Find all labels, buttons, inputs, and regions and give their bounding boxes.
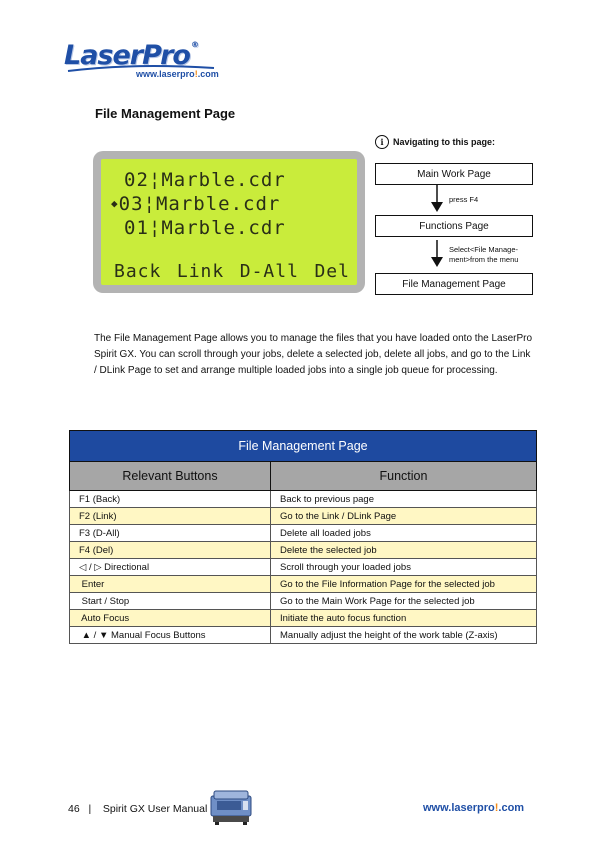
cell-button: Auto Focus [70,610,271,627]
lcd-screen [101,159,357,285]
footer-page-info: 46 | Spirit GX User Manual [68,803,208,815]
nav-step-select-menu: Select<File Manage- ment>from the menu [449,245,519,264]
table-row [70,576,537,593]
softkey-d-all: D-All [239,261,299,282]
cell-function: Delete all loaded jobs [271,525,537,542]
table-row [70,627,537,644]
softkey-back: Back [114,261,162,282]
manual-title: Spirit GX User Manual [102,803,208,815]
cell-function: Go to the Main Work Page for the selected job [271,593,537,610]
page-number: 46 [68,803,80,815]
cell-button: Start / Stop [70,593,271,610]
lcd-line: 01¦Marble.cdr [124,217,286,239]
info-icon: i [375,135,389,149]
cell-function: Go to the Link / DLink Page [271,508,537,525]
nav-box-main-work-page: Main Work Page [375,163,533,185]
table-title: File Management Page [70,431,537,462]
down-arrow-icon [430,240,444,268]
lcd-bezel [93,151,365,293]
page-title: File Management Page [95,106,236,121]
cell-button: F4 (Del) [70,542,271,559]
nav-step-press-f4: press F4 [449,195,479,204]
logo-wordmark: LaserPro® [64,40,198,71]
selection-cursor-icon: ◆ [111,197,119,210]
softkey-link: Link [176,261,225,282]
table-row [70,542,537,559]
logo-url: www.laserpro!.com [136,69,219,79]
cell-function: Manually adjust the height of the work table (Z-axis) [271,627,537,644]
lcd-line: 02¦Marble.cdr [124,169,286,191]
footer-url: www.laserpro!.com [423,802,525,814]
lcd-line-selected: ◆03¦Marble.cdr [111,193,281,215]
nav-box-file-management-page: File Management Page [375,273,533,295]
laser-machine-icon [208,788,254,826]
cell-button: F2 (Link) [70,508,271,525]
lcd-softkeys [114,261,350,282]
down-arrow-icon [430,185,444,213]
cell-function: Go to the File Information Page for the selected job [271,576,537,593]
function-table [69,430,537,644]
header-relevant-buttons: Relevant Buttons [70,462,271,491]
navigation-heading: i Navigating to this page: [375,135,495,149]
cell-function: Scroll through your loaded jobs [271,559,537,576]
table-row [70,525,537,542]
table-row [70,559,537,576]
table-row [70,508,537,525]
softkey-del: Del [314,261,350,282]
cell-function: Delete the selected job [271,542,537,559]
nav-box-functions-page: Functions Page [375,215,533,237]
cell-button: F3 (D-All) [70,525,271,542]
cell-function: Back to previous page [271,491,537,508]
cell-function: Initiate the auto focus function [271,610,537,627]
cell-button: Enter [70,576,271,593]
cell-button: F1 (Back) [70,491,271,508]
table-row [70,610,537,627]
table-row [70,491,537,508]
table-body [70,491,537,644]
cell-button: ◁ / ▷ Directional [70,559,271,576]
cell-button: ▲ / ▼ Manual Focus Buttons [70,627,271,644]
intro-paragraph: The File Management Page allows you to manage the files that you have loaded onto the LaserPro Spirit GX. You can scroll through your jobs, delete a selected job, delete all jobs, and go to the Link / DLink Page to set and arrange multiple loaded jobs into a single job queue for processing. [94,333,533,376]
laserpro-logo [64,40,224,84]
header-function: Function [271,462,537,491]
table-row [70,593,537,610]
